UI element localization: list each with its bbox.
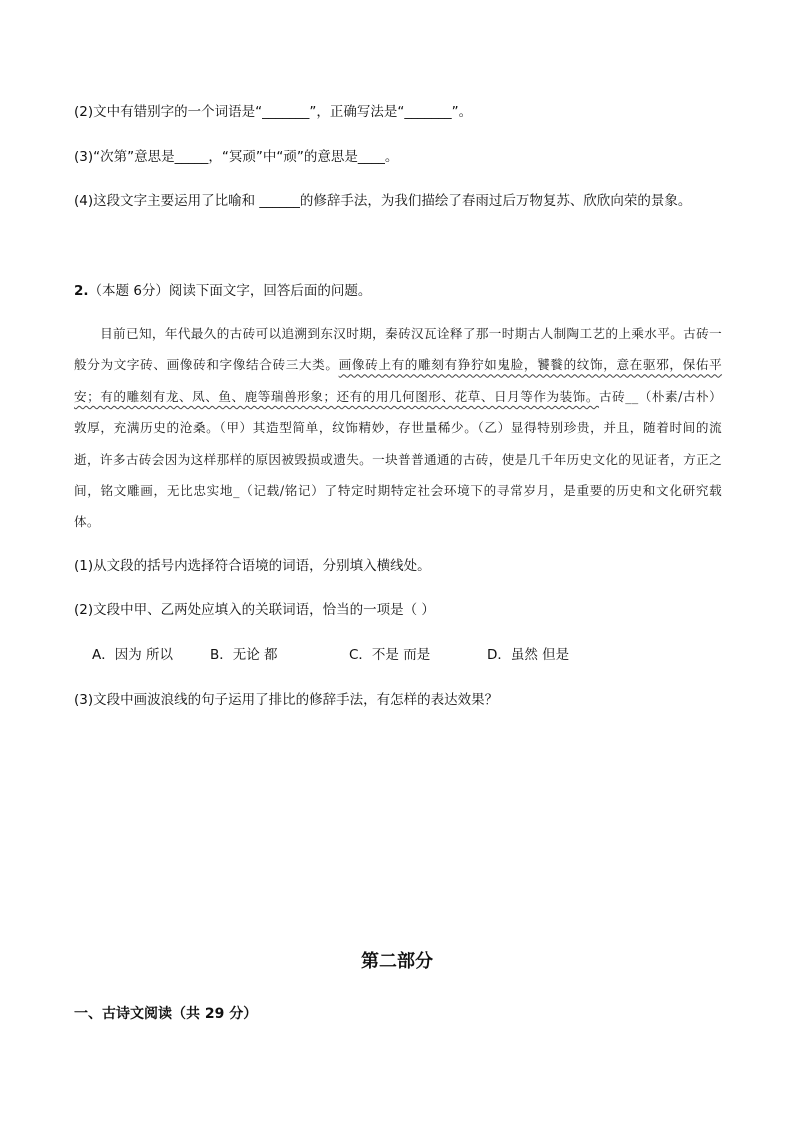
reading-passage xyxy=(74,318,722,538)
part-2-title: 第二部分 xyxy=(361,951,433,972)
option-b: B．无论 都 xyxy=(210,647,278,663)
question-1-3: (3)“次第”意思是_____，“冥顽”中“顽”的意思是____。 xyxy=(74,149,399,165)
question-1-2: (2)文中有错别字的一个词语是“_______”，正确写法是“_______”。 xyxy=(74,104,473,120)
passage-segment-1: 目前已知，年代最久的古砖可以追溯到东汉时期，秦砖汉瓦诠释了那一时期古人制陶工艺的上乘水平。古砖一般分为文字砖、画像砖和字像结合砖三大类。 xyxy=(74,326,722,373)
question-2-instruction: （本题 6分）阅读下面文字，回答后面的问题。 xyxy=(88,283,372,299)
question-2-number: 2. xyxy=(74,283,89,299)
question-2-3: (3)文段中画波浪线的句子运用了排比的修辞手法，有怎样的表达效果？ xyxy=(74,692,499,708)
option-d: D．虽然 但是 xyxy=(487,647,570,663)
passage-segment-2: 古砖__（朴素/古朴）敦厚，充满历史的沧桑。（甲）其造型简单，纹饰精妙，存世量稀少。（乙）显得特别珍贵，并且，随着时间的流逝，许多古砖会因为这样那样的原因被毁损或遗失。一块普普通通的古砖，使是几千年历史文化的见证者，方正之间，铭文雕画，无比忠实地_（记载/铭记）了特定时期特定社会环境下的寻常岁月，是重要的历史和文化研究载体。 xyxy=(74,388,723,530)
section-classical-reading: 一、古诗文阅读（共 29 分） xyxy=(74,1006,258,1022)
option-c: C．不是 而是 xyxy=(349,647,431,663)
question-2-2: (2)文段中甲、乙两处应填入的关联词语，恰当的一项是（ ） xyxy=(74,602,435,618)
question-2-1: (1)从文段的括号内选择符合语境的词语，分别填入横线处。 xyxy=(74,558,431,574)
question-2-header xyxy=(74,282,754,300)
question-1-4: (4)这段文字主要运用了比喻和 ______的修辞手法，为我们描绘了春雨过后万物复苏、欣欣向荣的景象。 xyxy=(74,193,692,209)
option-a: A．因为 所以 xyxy=(92,647,174,663)
passage-wavy-underline: 画像砖上有的雕刻有狰狞如鬼脸，饕餮的纹饰，意在驱邪，保佑平安；有的雕刻有龙、凤、鱼、鹿等瑞兽形象；还有的用几何图形、花草、日月等作为装饰。 xyxy=(74,357,723,404)
